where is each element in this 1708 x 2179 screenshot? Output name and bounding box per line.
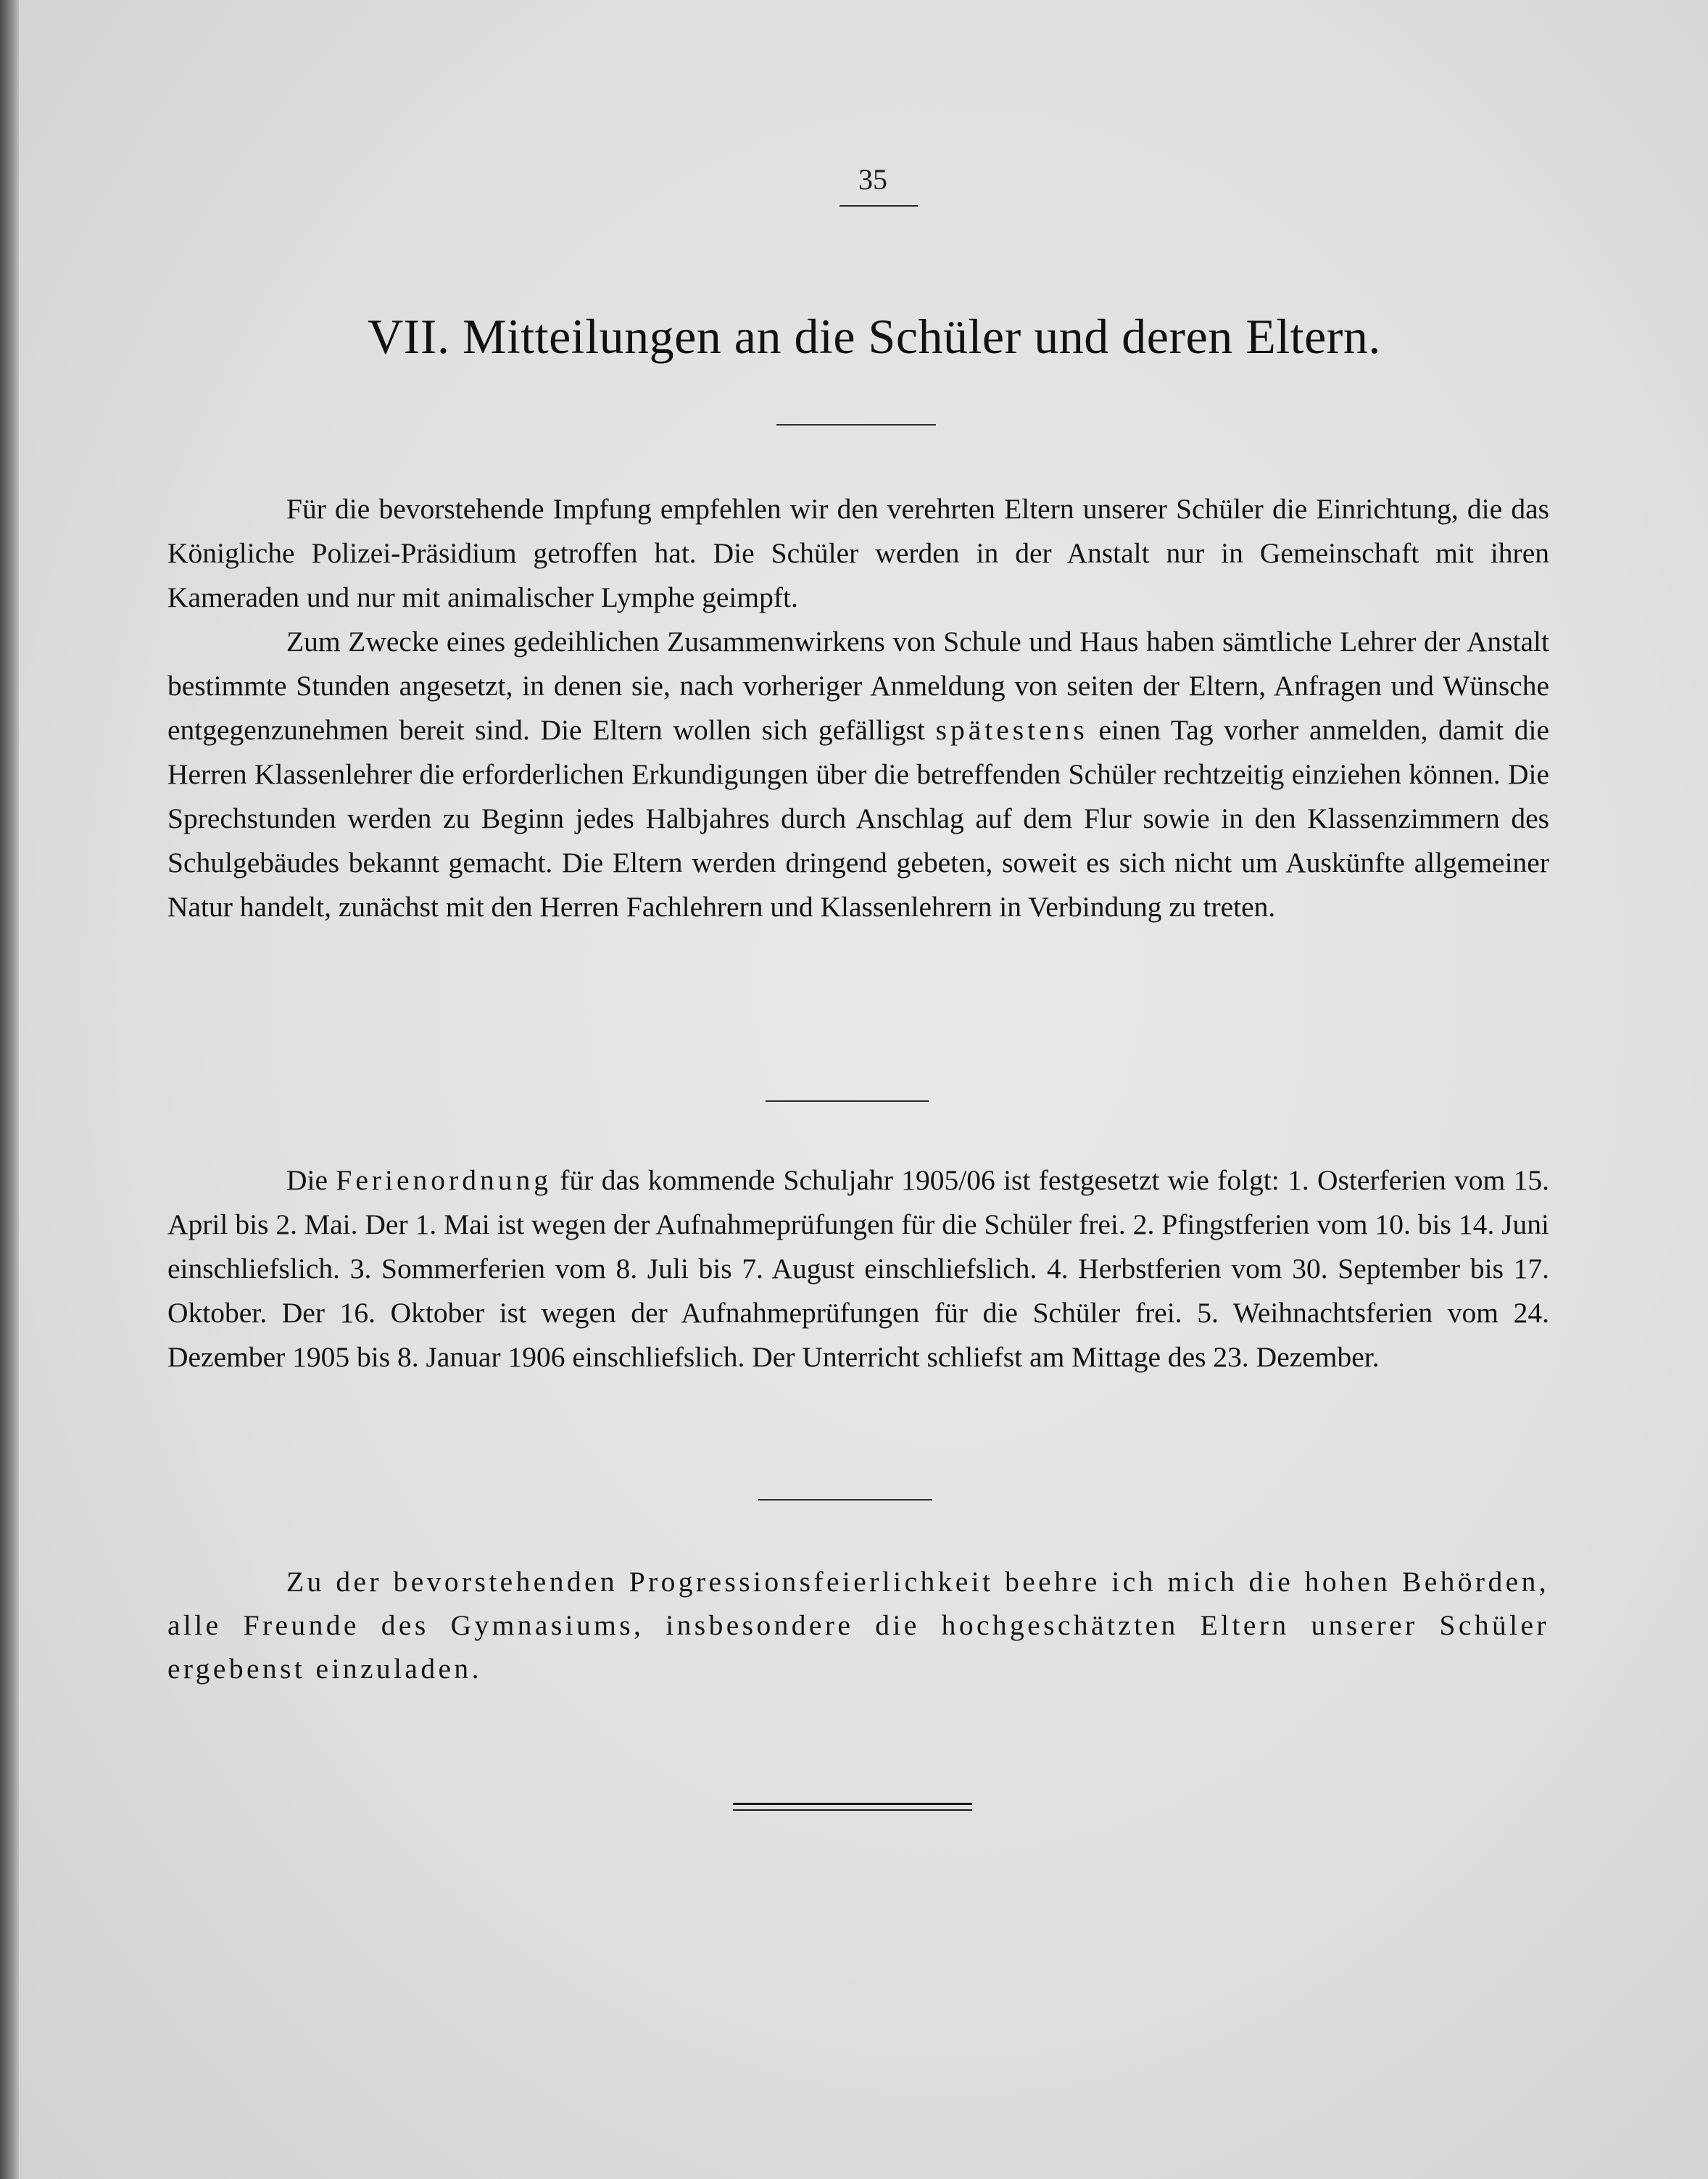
section-title: VII. Mitteilungen an die Schüler und deren Eltern.	[368, 309, 1381, 364]
holiday-emphasis: Ferienordnung	[336, 1164, 552, 1196]
holiday-text-start: Die	[286, 1164, 336, 1196]
section-divider-2	[758, 1499, 932, 1501]
closing-double-rule-bottom	[733, 1809, 972, 1811]
title-divider	[776, 424, 936, 426]
consultation-emphasis: spätestens	[935, 714, 1088, 746]
vaccination-paragraph: Für die bevorstehende Impfung empfehlen wir den verehrten Eltern unserer Schüler die Einrichtung, die das Königliche Polizei-Präsidium getroffen hat. Die Schüler werden in der Anstalt nur in Gemeinschaft mit ihren Kameraden und nur mit animalischer Lymphe geimpft.	[167, 493, 1549, 613]
consultation-text-start: Zum Zwecke eines gedeihlichen Zusammenwirkens von Schule und Haus haben sämtliche Lehrer der Anstalt bestimmte Stunden angesetzt, in denen sie, nach vorheriger Anmeldung von seiten der Eltern, Anfragen und Wünsche entgegenzunehmen bereit sind. Die Eltern wollen sich gefälligst	[167, 626, 1549, 746]
consultation-text-end: einen Tag vorher anmelden, damit die Herren Klassenlehrer die erforderlichen Erkundigungen über die betreffenden Schüler rechtzeitig einziehen können. Die Sprechstunden werden zu Beginn jedes Halbjahres durch Anschlag auf dem Flur sowie in den Klassenzimmern des Schulgebäudes bekannt gemacht. Die Eltern werden dringend gebeten, soweit es sich nicht um Auskünfte allgemeiner Natur handelt, zunächst mit den Herren Fachlehrern und Klassenlehrern in Verbindung zu treten.	[167, 714, 1550, 923]
section-divider-1	[766, 1100, 929, 1102]
page-number-underline	[840, 205, 918, 207]
invitation-paragraph: Zu der bevorstehenden Progressionsfeierlichkeit beehre ich mich die hohen Behörden, alle Freunde des Gymnasiums, insbesondere die hochgeschätzten Eltern unserer Schüler ergebenst einzuladen.	[167, 1566, 1549, 1685]
closing-double-rule-top	[733, 1803, 972, 1805]
holiday-schedule-section	[167, 1158, 1549, 1379]
invitation-section	[167, 1560, 1549, 1690]
holiday-text-end: für das kommende Schuljahr 1905/06 ist festgesetzt wie folgt: 1. Osterferien vom 15. April bis 2. Mai. Der 1. Mai ist wegen der Aufnahmeprüfungen für die Schüler frei. 2. Pfingstferien vom 10. bis 14. Juni einschliefslich. 3. Sommerferien vom 8. Juli bis 7. August einschliefslich. 4. Herbstferien vom 30. September bis 17. Oktober. Der 16. Oktober ist wegen der Aufnahmeprüfungen für die Schüler frei. 5. Weihnachtsferien vom 24. Dezember 1905 bis 8. Januar 1906 einschliefslich. Der Unterricht schliefst am Mittage des 23. Dezember.	[167, 1164, 1549, 1373]
consultation-hours-paragraph	[167, 620, 1549, 929]
holiday-schedule-paragraph	[167, 1158, 1549, 1379]
vaccination-and-consultation-section	[167, 487, 1549, 929]
book-spine-shadow	[0, 0, 19, 2179]
page-number: 35	[858, 163, 887, 196]
document-page	[19, 0, 1708, 2179]
